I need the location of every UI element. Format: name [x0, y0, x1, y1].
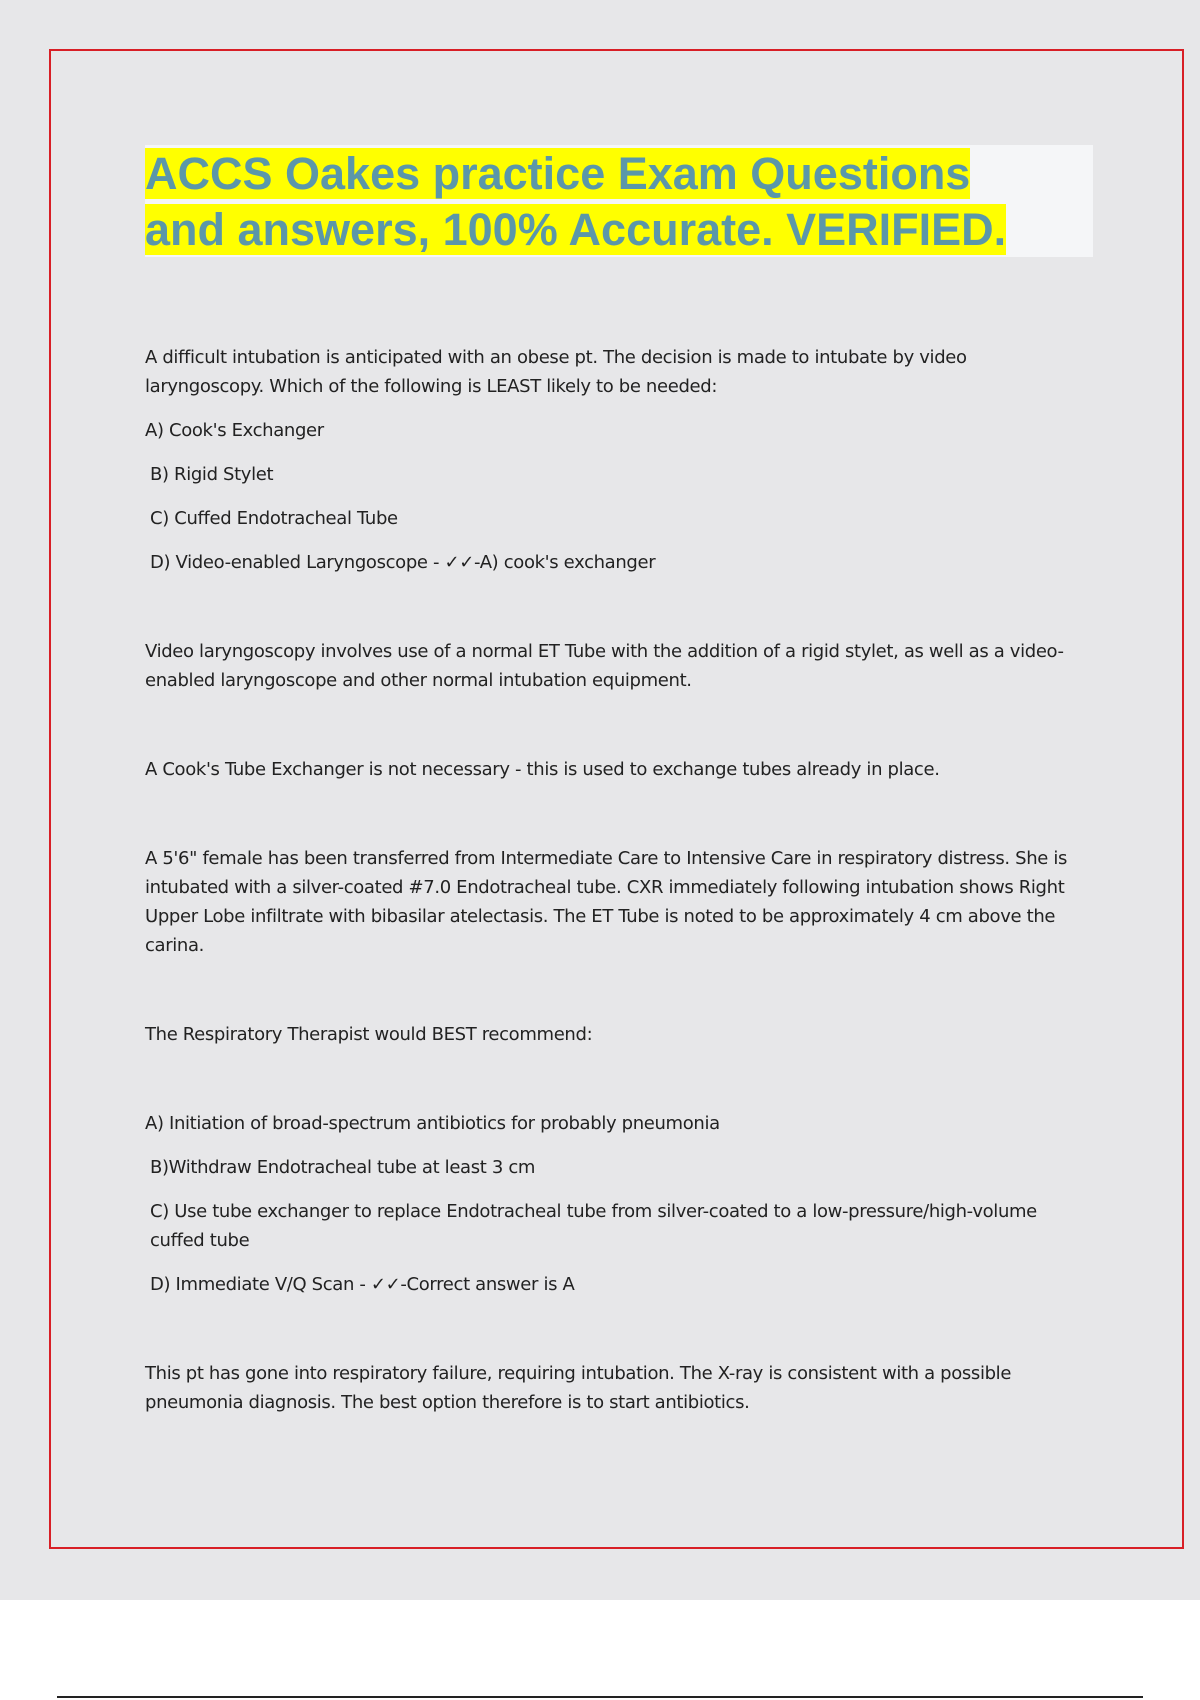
question-1-option-c: C) Cuffed Endotracheal Tube	[150, 508, 398, 529]
question-2-option-c: C) Use tube exchanger to replace Endotracheal tube from silver-coated to a low-pressure/high-volume cuffed tube	[150, 1201, 1037, 1251]
question-1-explanation-2: A Cook's Tube Exchanger is not necessary - this is used to exchange tubes already in place.	[145, 759, 940, 780]
question-1-option-a: A) Cook's Exchanger	[145, 420, 324, 441]
question-2-prompt: The Respiratory Therapist would BEST recommend:	[145, 1024, 593, 1045]
title-line-1: ACCS Oakes practice Exam Questions	[145, 148, 971, 199]
question-2-option-b: B)Withdraw Endotracheal tube at least 3 cm	[150, 1157, 536, 1178]
question-2-explanation: This pt has gone into respiratory failure, requiring intubation. The X-ray is consistent with a possible pneumonia diagnosis. The best option therefore is to start antibiotics.	[145, 1363, 1012, 1413]
question-1-option-d: D) Video-enabled Laryngoscope - ✓✓-A) cook's exchanger	[150, 552, 656, 573]
bottom-divider	[57, 1696, 1143, 1698]
question-2-option-a: A) Initiation of broad-spectrum antibiotics for probably pneumonia	[145, 1113, 720, 1134]
document-body	[145, 343, 1085, 1417]
title-line-2: and answers, 100% Accurate. VERIFIED.	[145, 204, 1007, 255]
question-2-option-d: D) Immediate V/Q Scan - ✓✓-Correct answer is A	[150, 1274, 575, 1295]
question-1-option-b: B) Rigid Stylet	[150, 464, 274, 485]
question-2-stem: A 5'6" female has been transferred from Intermediate Care to Intensive Care in respiratory distress. She is intubated with a silver-coated #7.0 Endotracheal tube. CXR immediately following intubation shows Right Upper Lobe infiltrate with bibasilar atelectasis. The ET Tube is noted to be approximately 4 cm above the carina.	[145, 848, 1068, 956]
document-title	[145, 146, 1105, 258]
question-1-stem: A difficult intubation is anticipated with an obese pt. The decision is made to intubate by video laryngoscopy. Which of the following is LEAST likely to be needed:	[145, 347, 967, 397]
question-1-explanation-1: Video laryngoscopy involves use of a normal ET Tube with the addition of a rigid stylet, as well as a video-enabled laryngoscope and other normal intubation equipment.	[145, 641, 1064, 691]
